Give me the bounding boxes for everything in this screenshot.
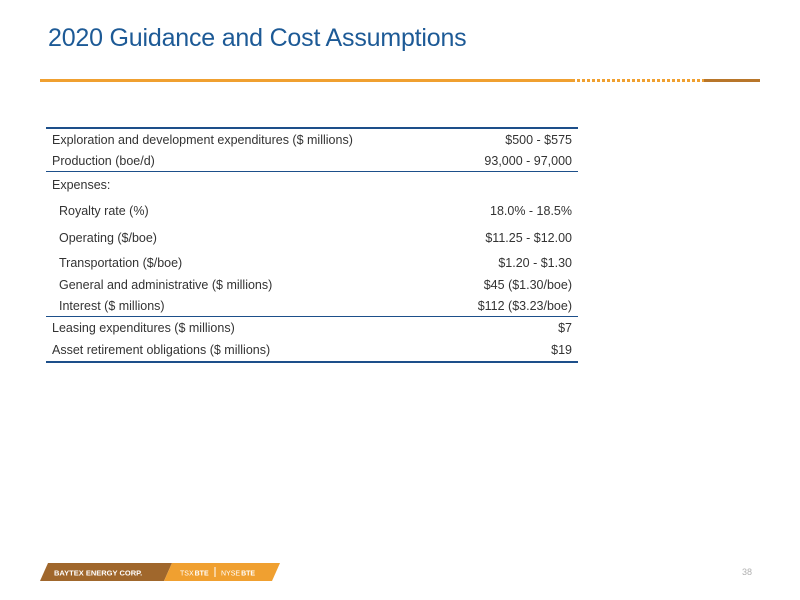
row-label: Production (boe/d) [52, 154, 155, 168]
page-title: 2020 Guidance and Cost Assumptions [48, 24, 467, 52]
footer-brand-bar [40, 563, 280, 581]
row-value: $45 ($1.30/boe) [483, 278, 572, 292]
row-value: $500 - $575 [505, 133, 572, 147]
row-label: Transportation ($/boe) [59, 256, 183, 270]
table-row [46, 129, 578, 151]
table-row [46, 317, 578, 339]
table-row [46, 296, 578, 316]
table-row [46, 172, 578, 198]
row-label: Leasing expenditures ($ millions) [52, 321, 235, 335]
table-row [46, 252, 578, 274]
row-value: $7 [558, 321, 572, 335]
title-rule-hatch [572, 79, 704, 82]
row-value: $112 ($3.23/boe) [477, 299, 572, 313]
row-label: Royalty rate (%) [59, 204, 149, 218]
table-row [46, 339, 578, 361]
row-value: $1.20 - $1.30 [498, 256, 572, 270]
tsx-label: TSXBTE [180, 570, 209, 578]
table-row [46, 151, 578, 171]
guidance-table [46, 127, 578, 363]
title-rule [40, 79, 572, 82]
row-value: $19 [551, 343, 572, 357]
row-label: Expenses: [52, 178, 111, 192]
title-rule-end [704, 79, 760, 82]
table-row [46, 224, 578, 252]
row-value: 93,000 - 97,000 [484, 154, 572, 168]
table-row [46, 274, 578, 296]
table-bottom-rule [46, 361, 578, 363]
row-value: 18.0% - 18.5% [490, 204, 572, 218]
row-label: General and administrative ($ millions) [59, 278, 273, 292]
row-label: Exploration and development expenditures ($ millions) [52, 133, 353, 147]
page-number: 38 [741, 567, 752, 577]
table-row [46, 198, 578, 224]
row-label: Asset retirement obligations ($ millions) [52, 343, 271, 357]
row-label: Interest ($ millions) [59, 299, 165, 313]
company-name: BAYTEX ENERGY CORP. [54, 568, 143, 578]
nyse-label: NYSEBTE [221, 570, 256, 578]
row-value: $11.25 - $12.00 [485, 231, 572, 245]
row-label: Operating ($/boe) [59, 231, 157, 245]
footer-banner [40, 563, 280, 581]
